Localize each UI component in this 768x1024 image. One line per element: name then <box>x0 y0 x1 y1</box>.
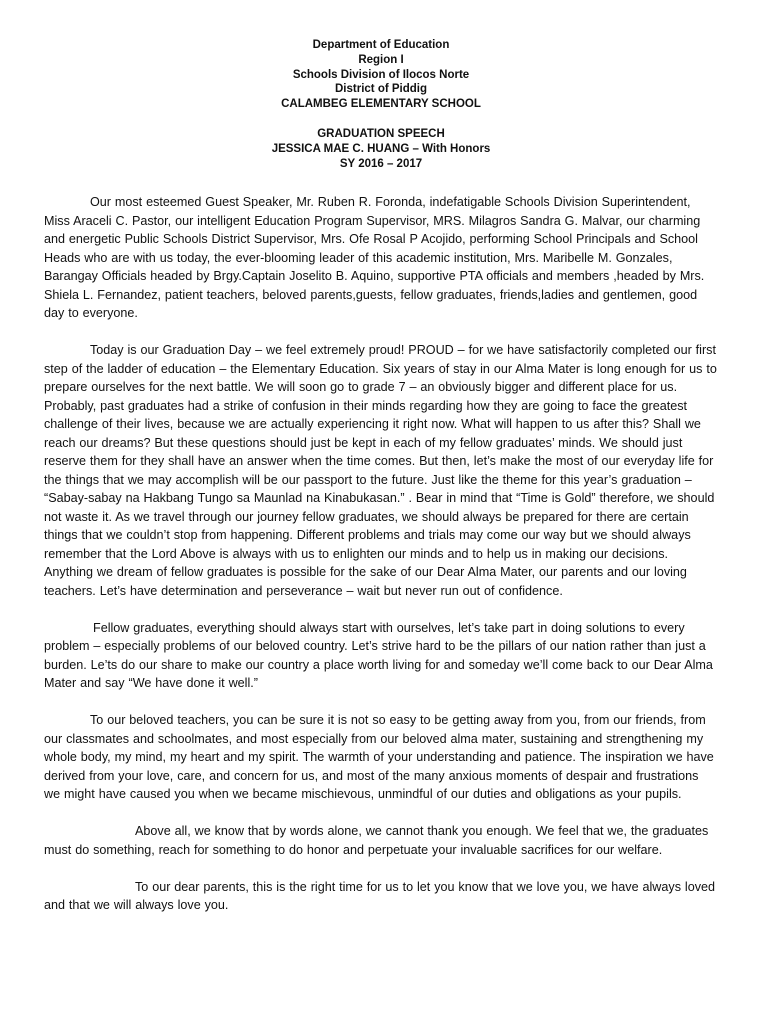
paragraph-teachers: To our beloved teachers, you can be sure it is not so easy to be getting away from you, from our friends, from our classmates and schoolmates, and most especially from our beloved alma mater, sustaining and strengthening my whole body, my mind, my heart and my spirit. The warmth of your understanding and patience. The inspiration we have derived from your love, care, and concern for us, and most of the many anxious moments of despair and frustrations we might have caused you when we became mischievous, unmindful of our duties and obligations as your pupils. <box>44 713 714 802</box>
header-region: Region I <box>358 53 404 66</box>
header-gap <box>44 112 718 127</box>
document-header <box>44 38 718 171</box>
header-department: Department of Education <box>312 39 450 51</box>
header-division: Schools Division of Ilocos Norte <box>292 68 470 81</box>
paragraph-thanks: Above all, we know that by words alone, we cannot thank you enough. We feel that we, the graduates must do something, reach for something to do honor and perpetuate your invaluable sacrifices for our welfare. <box>44 824 709 857</box>
speaker-name: JESSICA MAE C. HUANG – With Honors <box>271 142 491 155</box>
speech-title: GRADUATION SPEECH <box>317 127 445 140</box>
document-page <box>44 38 718 933</box>
school-year: SY 2016 – 2017 <box>339 157 423 170</box>
header-school: CALAMBEG ELEMENTARY SCHOOL <box>281 98 481 111</box>
paragraph-graduation-day: Today is our Graduation Day – we feel extremely proud! PROUD – for we have satisfactorily completed our first step of the ladder of education – the Elementary Education. Six years of stay in our Alma Mater is long enough for us to prepare ourselves for the next battle. We will soon go to grade 7 – an obviously bigger and different place for us. Probably, past graduates had a strike of confusion in their minds regarding how they are going to face the greatest challenge of their lives, because we are actually experiencing it right now. What will happen to us after this? Shall we reach our dreams? But these questions should just be kept in each of my fellow graduates’ minds. We should just reserve them for they shall have an answer when the time comes. But then, let’s make the most of our everyday life for the things that we may accomplish will be our passport to the future. Just like the theme for this year’s graduation – “Sabay-sabay na Hakbang Tungo sa Maunlad na Kinabukasan.” . Bear in mind that “Time is Gold” therefore, we should not waste it. As we travel through our journey fellow graduates, we should always be prepared for there are certain things that we couldn’t stop from happening. Different problems and trials may come our way but we should always remember that the Lord Above is always with us to enlighten our minds and to help us in making our decisions. Anything we dream of fellow graduates is possible for the sake of our Dear Alma Mater, our parents and our loving teachers. Let’s have determination and perseverance – wait but never run out of confidence. <box>44 343 717 598</box>
speech-body <box>44 193 718 915</box>
header-district: District of Piddig <box>335 83 427 96</box>
paragraph-fellow-graduates: Fellow graduates, everything should always start with ourselves, let’s take part in doing solutions to every problem – especially problems of our beloved country. Let’s strive hard to be the pillars of our nation rather than just a burden. Le’ts do our share to make our country a place worth living for and someday we’ll come back to our Dear Alma Mater and say “We have done it well.” <box>44 620 713 691</box>
paragraph-parents: To our dear parents, this is the right time for us to let you know that we love you, we have always loved and that we will always love you. <box>44 879 716 913</box>
paragraph-greetings: Our most esteemed Guest Speaker, Mr. Ruben R. Foronda, indefatigable Schools Division Superintendent, Miss Araceli C. Pastor, our intelligent Education Program Supervisor, MRS. Milagros Sandra G. Malvar, our charming and energetic Public Schools District Supervisor, Mrs. Ofe Rosal P Acojido, performing School Principals and School Heads who are with us today, the ever-blooming leader of this academic institution, Mrs. Maribelle M. Gonzales, Barangay Officials headed by Brgy.Captain Joselito B. Aquino, supportive PTA officials and members ,headed by Mrs. Shiela L. Fernandez, patient teachers, beloved parents,guests, fellow graduates, friends,ladies and gentlemen, good day to everyone. <box>44 195 705 321</box>
